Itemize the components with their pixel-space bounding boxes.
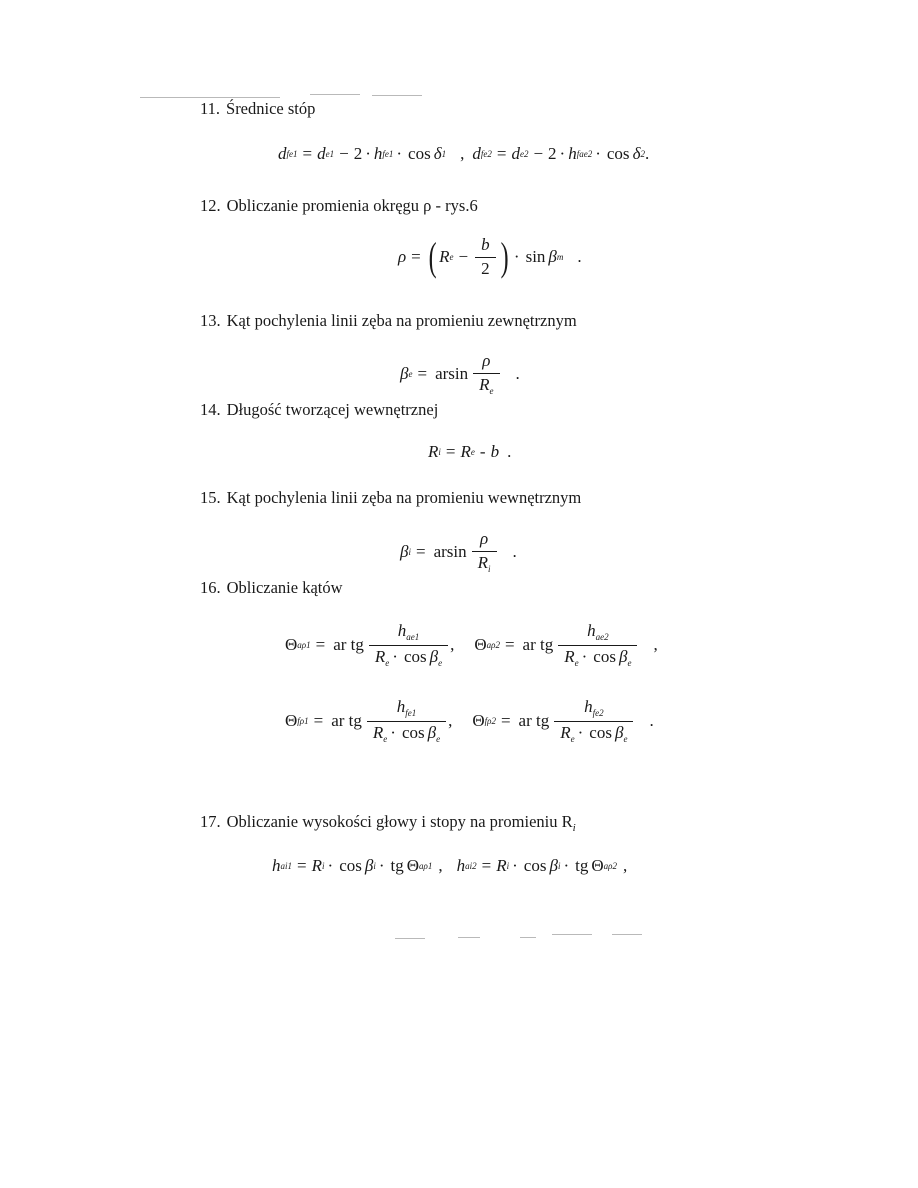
section-12-heading: 12. Obliczanie promienia okręgu ρ - rys.6 xyxy=(200,196,478,215)
scan-artifact-bottom xyxy=(520,937,536,938)
section-13-heading: 13. Kąt pochylenia linii zęba na promieniu zewnętrznym xyxy=(200,311,577,330)
equation-beta-e: β e = arsin $\frac{\rho}{R_e}$ . xyxy=(400,351,520,396)
equation-beta-i: β i = arsin $\frac{\rho}{R_i}$ . xyxy=(400,529,517,574)
section-title: Średnice stóp xyxy=(226,99,316,118)
equation-ri: R i = R e - b . xyxy=(428,442,512,461)
equation-rho: ρ = ( R e − $\frac{b}{2}$ ) · sin β m . xyxy=(398,234,582,280)
scan-artifact-top xyxy=(140,97,280,98)
equation-theta-a: Θ aρ1 = ar tg $\frac{h_{ae1}}{R_e \cdot \cos \beta_e}$ , Θ aρ2 = ar tg $\frac{h_{ae2}}{R_e \cdot \cos \beta_e}$ , xyxy=(285,621,658,668)
scan-artifact-bottom xyxy=(552,934,592,935)
equation-heights: h ai1 = R i · cos β i · tg Θ aρ1 , h ai2 = R i · cos β i · tg Θ aρ2 , xyxy=(272,856,628,875)
equation-theta-f: Θ fρ1 = ar tg $\frac{h_{fe1}}{R_e \cdot \cos \beta_e}$ , Θ fρ2 = ar tg $\frac{h_{fe2}}{R_e \cdot \cos \beta_e}$ . xyxy=(285,697,654,744)
equation-root-diameters: d fe1 = d e1 − 2 · h fe1 · cos δ 1 , d fe2 = d e2 − 2 · h fae2 · cos δ 2 . xyxy=(278,144,650,163)
scan-artifact-top xyxy=(310,94,360,95)
scan-artifact-bottom xyxy=(612,934,642,935)
section-17-heading: 17. Obliczanie wysokości głowy i stopy na promieniu $R_i$ xyxy=(200,812,576,834)
scan-artifact-bottom xyxy=(395,938,425,939)
scan-artifact-bottom xyxy=(458,937,480,938)
section-number: 11. xyxy=(200,99,221,118)
scan-artifact-top xyxy=(372,95,422,96)
section-16-heading: 16. Obliczanie kątów xyxy=(200,578,343,597)
section-11-heading xyxy=(200,99,315,119)
section-15-heading: 15. Kąt pochylenia linii zęba na promieniu wewnętrznym xyxy=(200,488,582,507)
section-14-heading: 14. Długość tworzącej wewnętrznej xyxy=(200,400,439,419)
